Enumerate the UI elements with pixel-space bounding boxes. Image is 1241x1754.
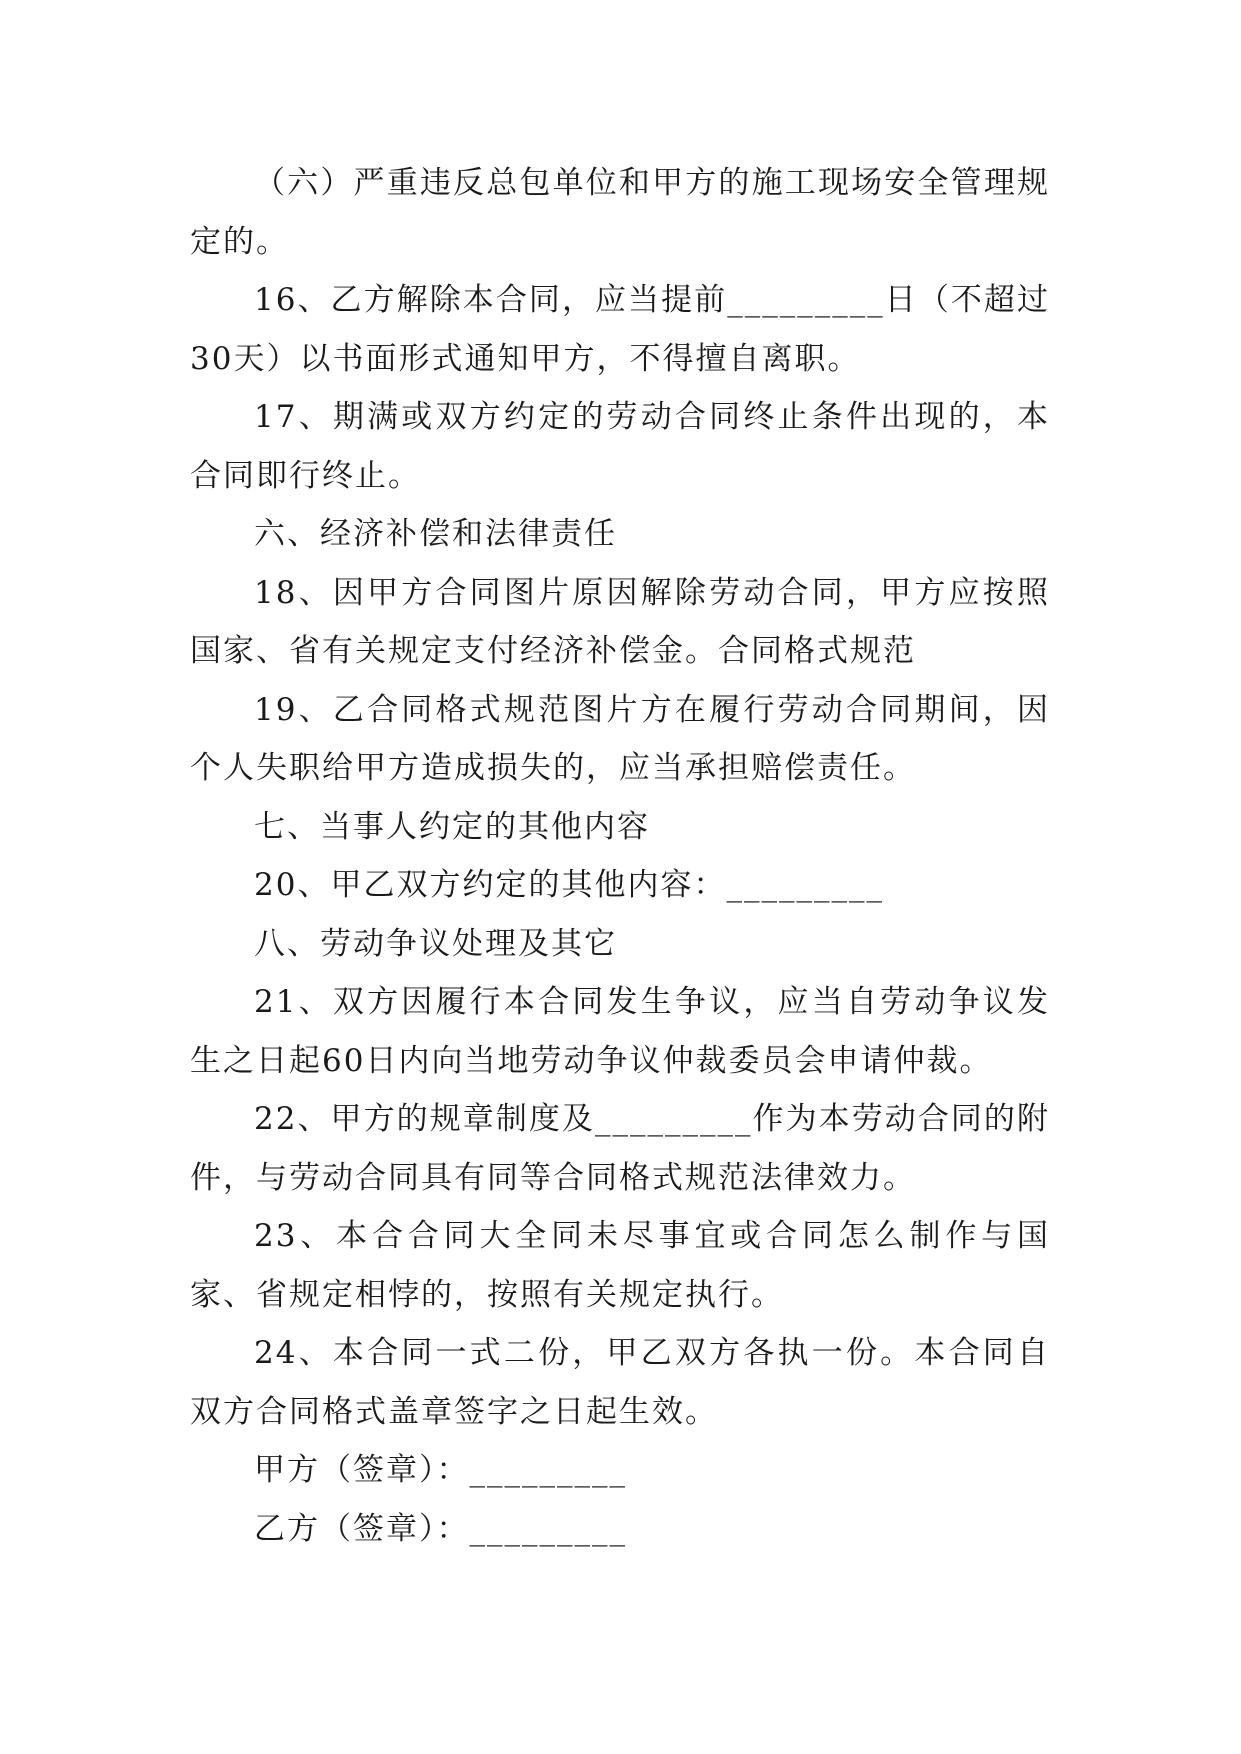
clause-21: 21、双方因履行本合同发生争议，应当自劳动争议发生之日起60日内向当地劳动争议仲裁委员会申请仲裁。 — [190, 984, 1050, 1079]
clause-16: 16、乙方解除本合同，应当提前_________日（不超过30天）以书面形式通知甲方，不得擅自离职。 — [190, 282, 1050, 377]
party-a-signature-line: 甲方（签章）：_________ — [254, 1452, 627, 1488]
clause-20: 20、甲乙双方约定的其他内容：_________ — [254, 867, 884, 903]
clause-17: 17、期满或双方约定的劳动合同终止条件出现的，本合同即行终止。 — [190, 399, 1050, 494]
clause-23: 23、本合合同大全同未尽事宜或合同怎么制作与国家、省规定相悖的，按照有关规定执行。 — [190, 1218, 1050, 1313]
section-8-heading: 八、劳动争议处理及其它 — [254, 925, 617, 962]
clause-19: 19、乙合同格式规范图片方在履行劳动合同期间，因个人失职给甲方造成损失的，应当承担赔偿责任。 — [190, 691, 1050, 786]
section-6-heading: 六、经济补偿和法律责任 — [254, 516, 617, 552]
document-body — [190, 154, 1050, 1558]
clause-22: 22、甲方的规章制度及_________作为本劳动合同的附件，与劳动合同具有同等合同格式规范法律效力。 — [190, 1101, 1050, 1196]
section-7-heading: 七、当事人约定的其他内容 — [254, 808, 650, 845]
paragraph-item-6-safety: （六）严重违反总包单位和甲方的施工现场安全管理规定的。 — [190, 165, 1050, 260]
clause-24: 24、本合同一式二份，甲乙双方各执一份。本合同自双方合同格式盖章签字之日起生效。 — [190, 1335, 1050, 1430]
clause-18: 18、因甲方合同图片原因解除劳动合同，甲方应按照国家、省有关规定支付经济补偿金。合同格式规范 — [190, 574, 1050, 669]
party-b-signature-line: 乙方（签章）：_________ — [254, 1510, 627, 1547]
